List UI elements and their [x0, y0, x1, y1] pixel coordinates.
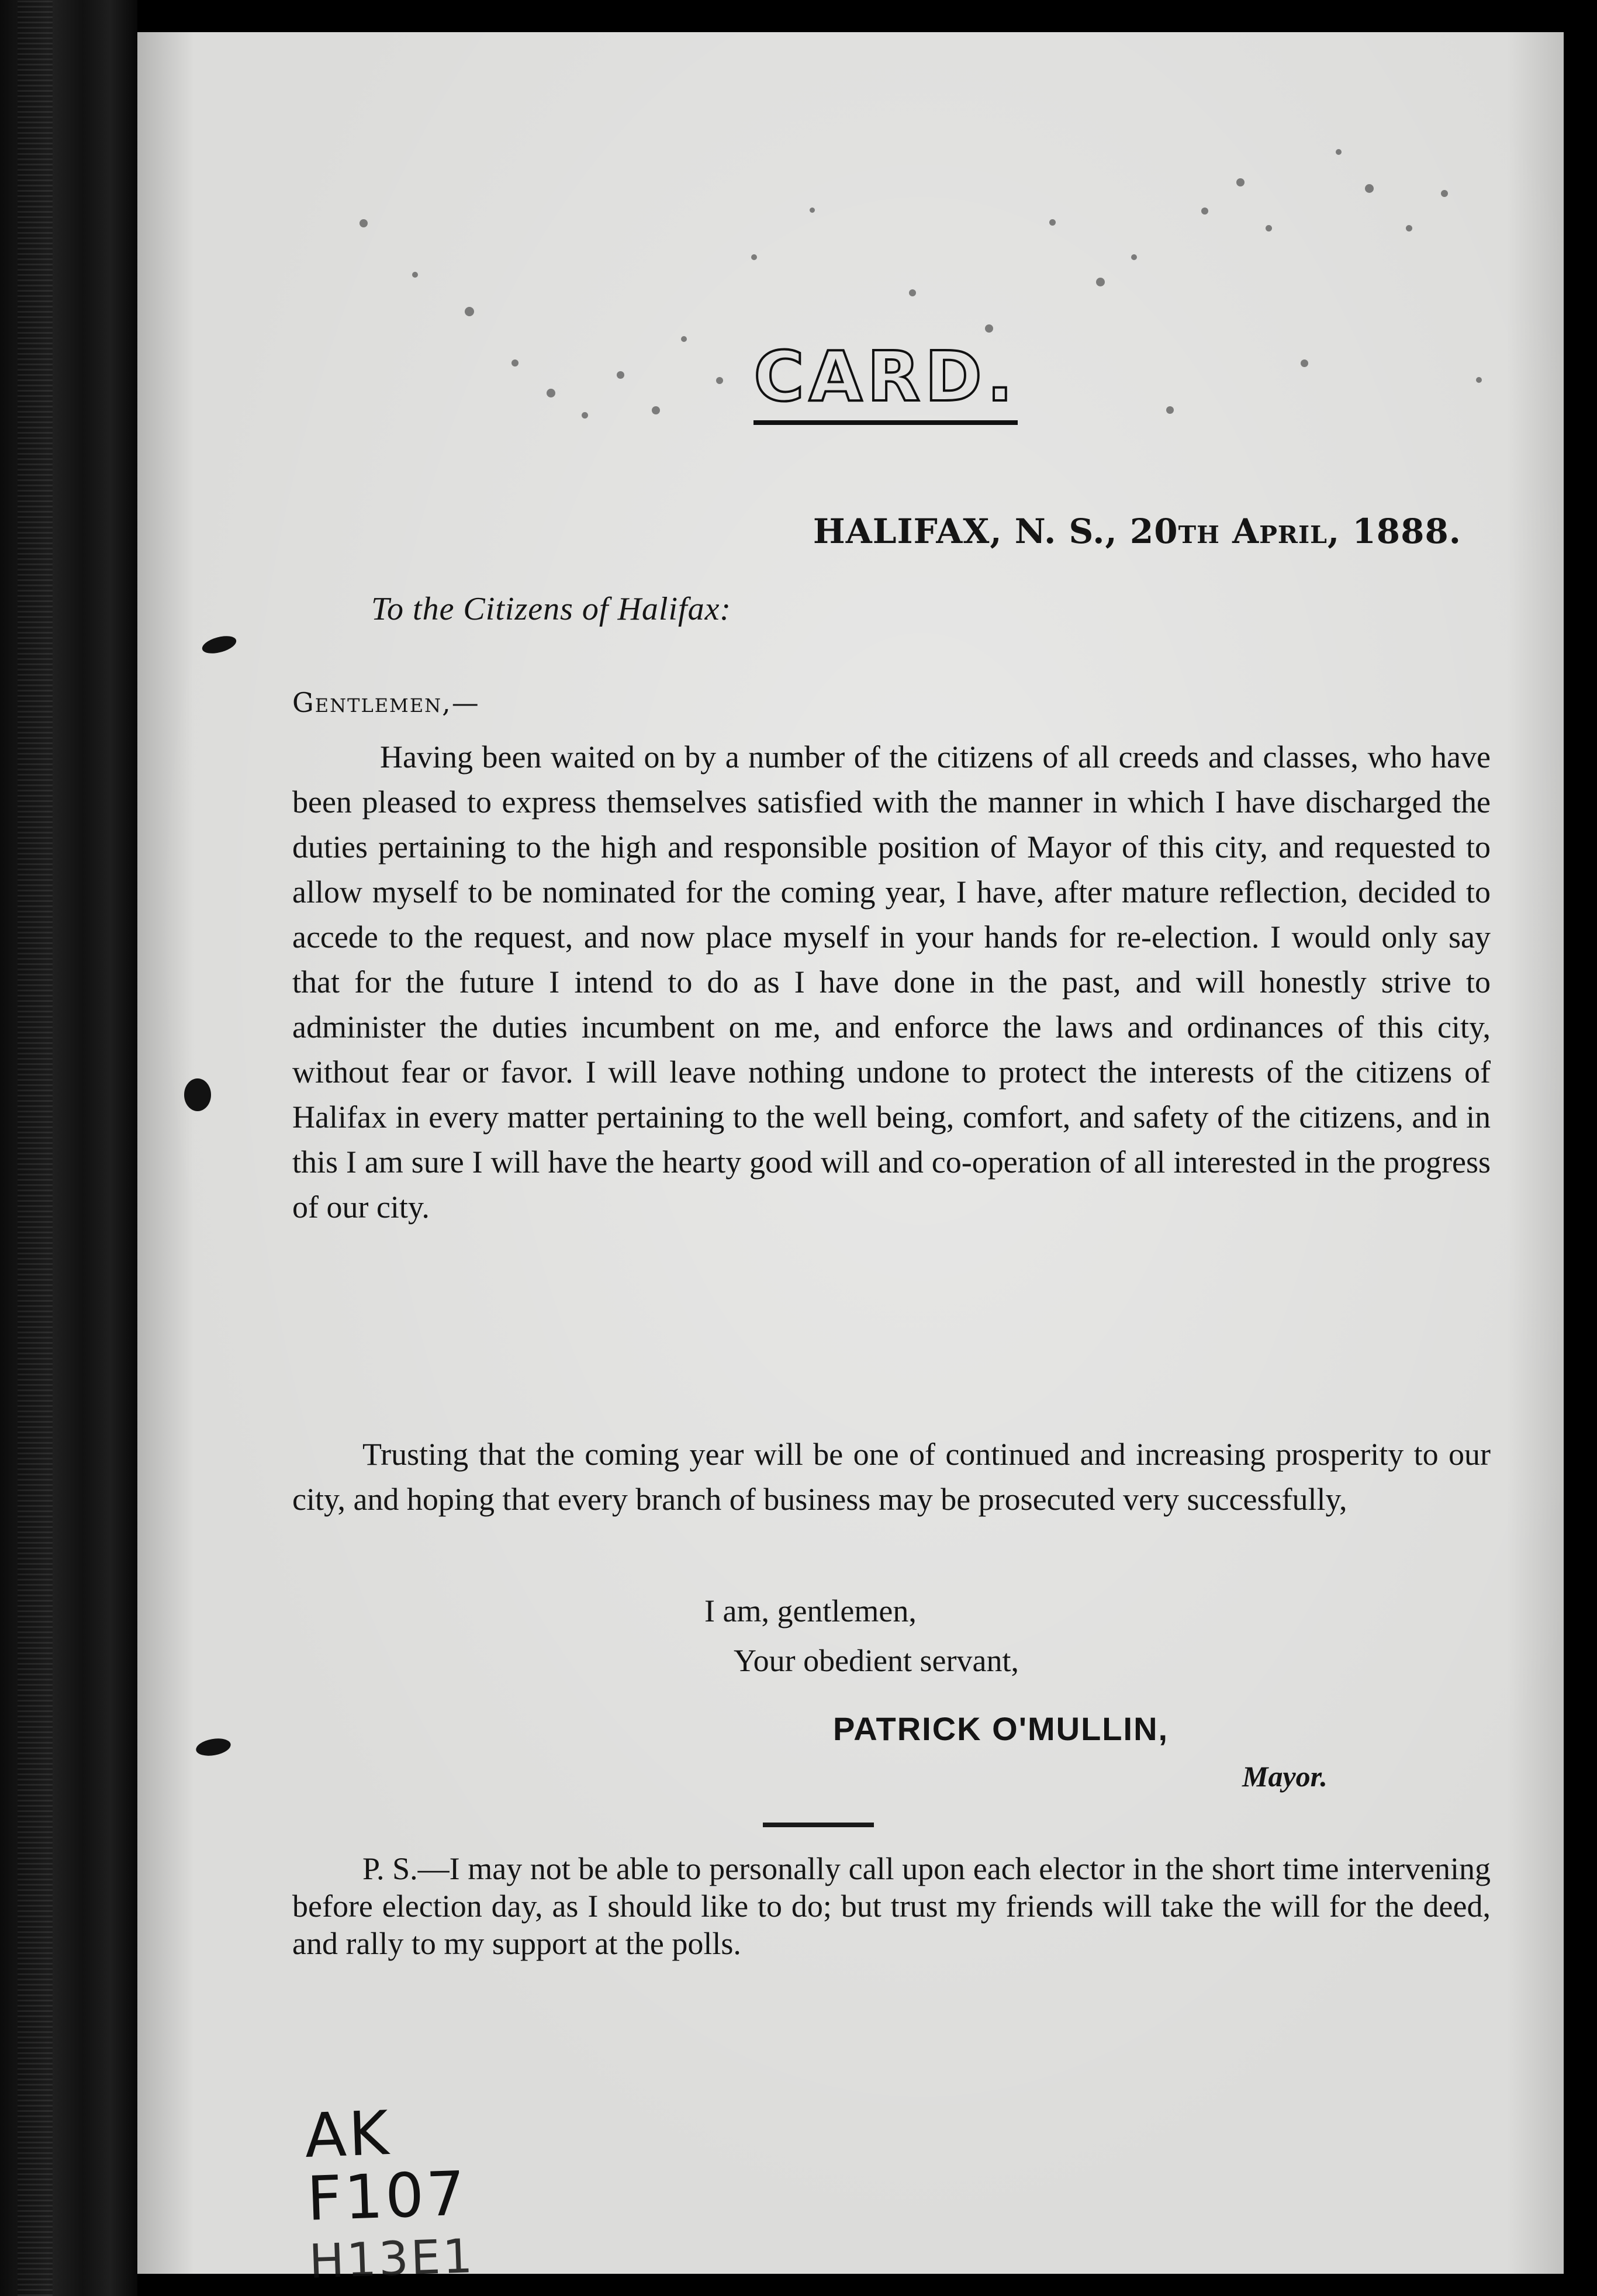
paper-speck [1441, 190, 1448, 197]
closing-line-1: I am, gentlemen, [704, 1593, 917, 1628]
paper-speck [1365, 184, 1374, 193]
signer-name: PATRICK O'MULLIN, [833, 1710, 1169, 1747]
salutation: To the Citizens of Halifax: [371, 591, 732, 627]
paper-speck [1131, 254, 1137, 260]
signer-title: Mayor. [1242, 1760, 1328, 1793]
dateline-day-suffix: th [1178, 511, 1220, 551]
closing-line-2: Your obedient servant, [734, 1643, 1019, 1678]
paper-speck [810, 208, 815, 213]
paper-speck [582, 412, 588, 419]
postscript: P. S.—I may not be able to personally call upon each elector in the short time intervening before election day, as I should like to do; but trust my friends will take the will for the deed, and rally to my support at the polls. [292, 1851, 1491, 1961]
paper-speck [1301, 359, 1308, 367]
handwritten-catalog-note [303, 2098, 476, 2294]
paper-speck [1201, 208, 1208, 215]
paper-speck [511, 359, 518, 366]
handwritten-line-1: AK [303, 2097, 392, 2171]
paper-speck [360, 219, 368, 227]
paper-speck [1266, 225, 1272, 231]
paper-speck [617, 371, 624, 379]
dateline-place: HALIFAX, N. S., 20 [813, 511, 1178, 551]
dateline-year: , 1888. [1327, 511, 1461, 551]
paper-speck [1406, 225, 1412, 231]
greeting: Gentlemen,— [292, 687, 480, 718]
title-block [640, 336, 1131, 425]
document-page [137, 32, 1564, 2289]
dateline-month: April [1232, 511, 1328, 551]
paper-speck [547, 389, 555, 397]
ink-blot [184, 1078, 211, 1111]
paper-speck [1236, 178, 1245, 186]
paper-speck [465, 307, 474, 316]
paper-speck [681, 336, 687, 342]
ink-blot [195, 1736, 232, 1758]
document-title: CARD. [753, 342, 1018, 425]
paper-speck [1476, 377, 1482, 383]
divider-rule [763, 1823, 874, 1827]
body-paragraph-2: Trusting that the coming year will be one of continued and increasing prosperity to our city, and hoping that every branch of business may be prosecuted very successfully, [292, 1437, 1491, 1517]
paper-speck [1096, 278, 1105, 286]
paper-speck [412, 272, 418, 278]
paper-speck [909, 289, 916, 296]
paper-speck [1336, 149, 1342, 155]
paper-speck [1049, 219, 1056, 226]
paper-speck [751, 254, 757, 260]
book-binding-edge [0, 0, 137, 2296]
dateline [701, 511, 1461, 551]
handwritten-line-3: H13E1 [308, 2229, 476, 2289]
ink-blot [201, 633, 238, 657]
paper-speck [1166, 406, 1174, 414]
handwritten-line-2: F107 [305, 2157, 469, 2235]
paper-speck [985, 324, 993, 333]
body-paragraph-1: Having been waited on by a number of the citizens of all creeds and classes, who have been pleased to express themselves satisfied with the manner in which I have discharged the duties pertaining to the high and responsible position of Mayor of this city, and requested to allow myself to be nominated for the coming year, I have, after mature reflection, decided to accede to the request, and now place myself in your hands for re-election. I would only say that for the future I intend to do as I have done in the past, and will honestly strive to administer the duties incumbent on me, and enforce the laws and ordinances of this city, without fear or favor. I will leave nothing undone to protect the interests of the citizens of Halifax in every matter pertaining to the well being, comfort, and safety of the citizens, and in this I am sure I will have the hearty good will and co-operation of all interested in the progress of our city. [292, 739, 1491, 1225]
